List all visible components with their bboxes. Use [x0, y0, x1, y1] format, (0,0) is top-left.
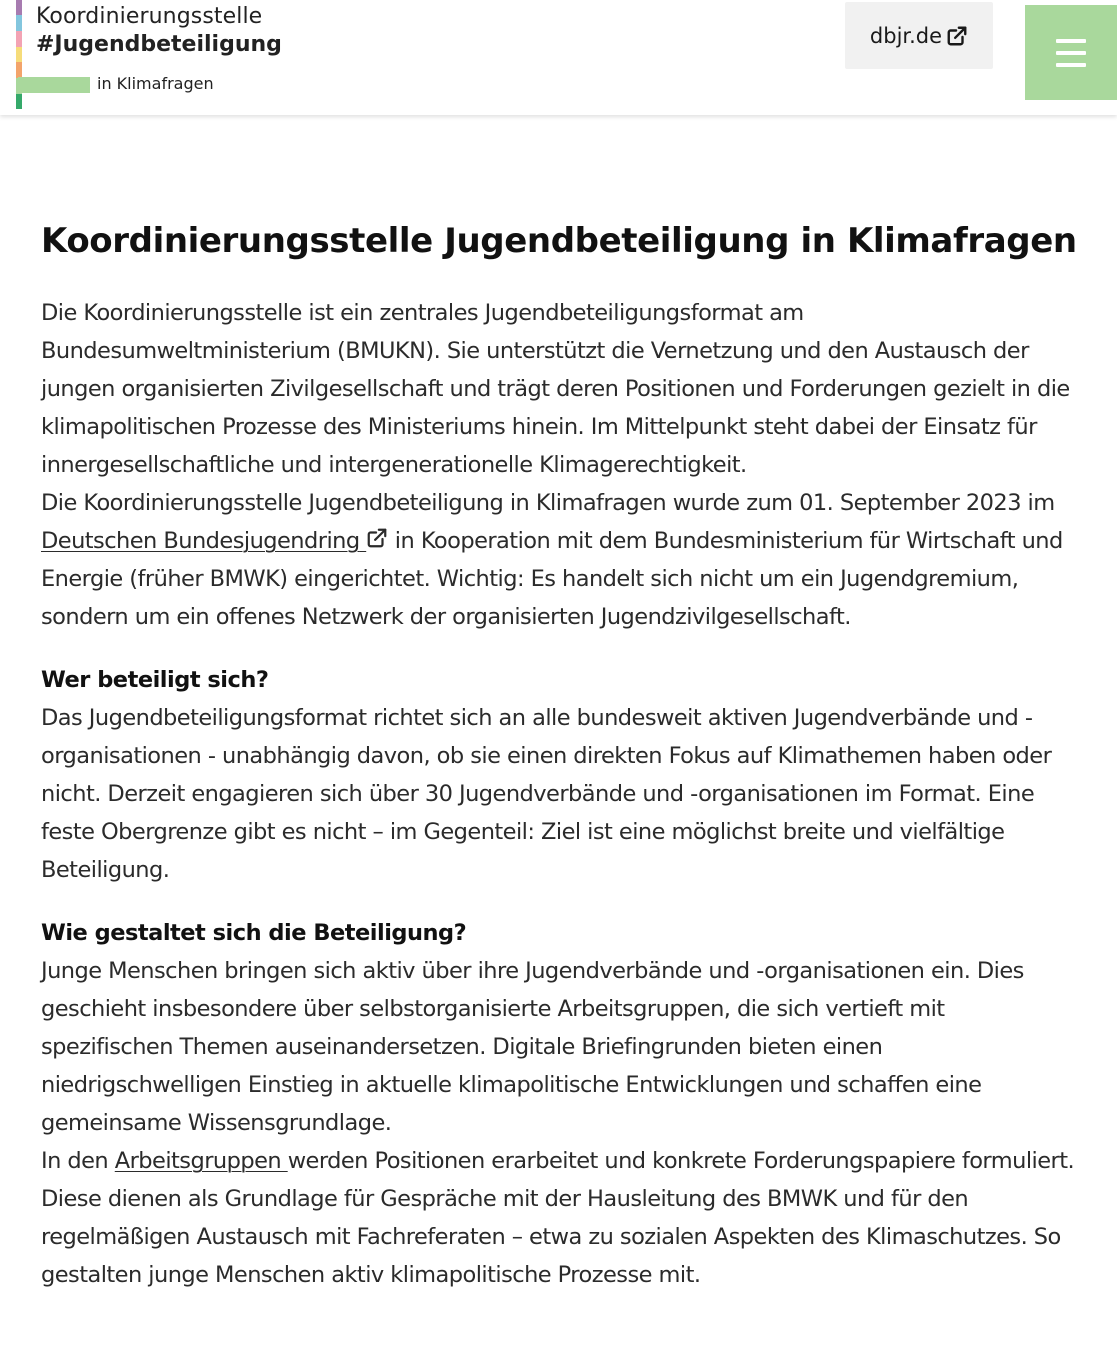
working-groups-link[interactable]: Arbeitsgruppen [114, 1148, 288, 1174]
hamburger-icon [1056, 39, 1086, 67]
main-content [41, 212, 1081, 1294]
external-link-icon [366, 527, 388, 549]
logo-stripe-segment [16, 47, 22, 62]
logo-stripe-segment [16, 94, 22, 109]
logo-green-bar [18, 77, 90, 93]
main-menu-button[interactable] [1025, 5, 1117, 100]
logo-stripe-segment [16, 31, 22, 47]
section-text-participation: Junge Menschen bringen sich aktiv über ihre Jugendverbände und -organisationen ein. Dies geschieht insbesondere über selbstorganisierte Arbeitsgruppen, die sich vertieft mit spezifischen Themen auseinandersetzen. Digitale Briefingrunden bieten einen niedrigschwelligen Einstieg in aktuelle klimapolitische Entwicklungen und schaffen eine gemeinsame Wissensgrundlage. [41, 958, 1024, 1136]
section-heading-participants: Wer beteiligt sich? [41, 667, 269, 693]
dbjr-inline-link[interactable] [41, 528, 388, 554]
logo-subtitle: in Klimafragen [97, 74, 214, 93]
intro-text-before-link: Die Koordinierungsstelle Jugendbeteiligung in Klimafragen wurde zum 01. September 2023 im [41, 490, 1055, 516]
logo-stripe-segment [16, 0, 22, 15]
working-groups-text-before-link: In den [41, 1148, 115, 1174]
logo-stripe-segment [16, 15, 22, 31]
external-link-icon [946, 25, 968, 47]
dbjr-external-link[interactable] [845, 2, 993, 69]
hamburger-bar [1056, 63, 1086, 67]
dbjr-inline-link-label: Deutschen Bundesjugendring [41, 528, 360, 554]
section-text-participants: Das Jugendbeteiligungsformat richtet sich an alle bundesweit aktiven Jugendverbände und -organisationen - unabhängig davon, ob sie einen direkten Fokus auf Klimathemen haben oder nicht. Derzeit engagieren sich über 30 Jugendverbände und -organisationen im Format. Eine feste Obergrenze gibt es nicht – im Gegenteil: Ziel ist eine möglichst breite und vielfältige Beteiligung. [41, 705, 1052, 883]
intro-text-after-link: in Kooperation mit dem Bundesministerium für Wirtschaft und Energie (früher BMWK) eingerichtet. Wichtig: Es handelt sich nicht um ein Jugendgremium, sondern um ein offenes Netzwerk der organisierten Jugendzivilgesellschaft. [41, 528, 1063, 630]
working-groups-text-after-link: werden Positionen erarbeitet und konkrete Forderungspapiere formuliert. Diese dienen als Grundlage für Gespräche mit der Hausleitung des BMWK und für den regelmäßigen Austausch mit Fachreferaten – etwa zu sozialen Aspekten des Klimaschutzes. So gestalten junge Menschen aktiv klimapolitische Prozesse mit. [41, 1148, 1075, 1288]
page-title: Koordinierungsstelle Jugendbeteiligung in Klimafragen [41, 221, 1077, 261]
intro-paragraph-2 [41, 484, 1081, 636]
site-header [0, 0, 1117, 115]
site-logo[interactable] [16, 0, 316, 110]
section-text-working-groups [41, 1142, 1081, 1294]
dbjr-link-label: dbjr.de [869, 23, 943, 48]
intro-paragraph-1: Die Koordinierungsstelle ist ein zentrales Jugendbeteiligungsformat am Bundesumweltministerium (BMUKN). Sie unterstützt die Vernetzung und den Austausch der jungen organisierten Zivilgesellschaft und trägt deren Positionen und Forderungen gezielt in die klimapolitischen Prozesse des Ministeriums hinein. Im Mittelpunkt steht dabei der Einsatz für innergesellschaftliche und intergenerationelle Klimagerechtigkeit. [41, 300, 1070, 478]
logo-stripe-segment [16, 62, 22, 78]
section-heading-participation: Wie gestaltet sich die Beteiligung? [41, 920, 467, 946]
hamburger-bar [1056, 39, 1086, 43]
logo-title-line2: #Jugendbeteiligung [36, 32, 282, 57]
hamburger-bar [1056, 51, 1086, 55]
logo-title-line1: Koordinierungsstelle [36, 4, 263, 29]
